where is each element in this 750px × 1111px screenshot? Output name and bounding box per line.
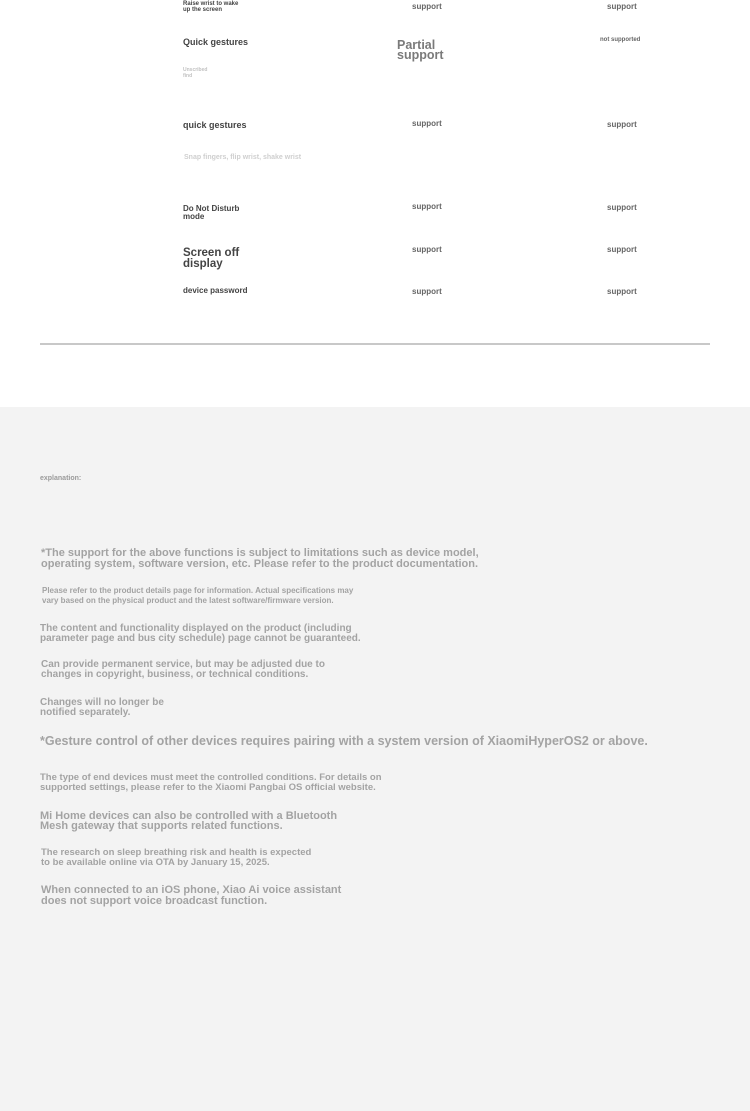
feature-label-raise-wrist: Raise wrist to wake up the screen <box>183 1 239 14</box>
explanation-note: Can provide permanent service, but may be adjusted due to changes in copyright, business, or technical conditions. <box>41 659 325 680</box>
feature-value-col2: support <box>607 203 637 212</box>
feature-value-col2: support <box>607 2 637 11</box>
feature-value-col1: support <box>412 202 442 211</box>
explanation-note: Changes will no longer be notified separately. <box>40 697 164 718</box>
feature-value-col1: support <box>412 119 442 128</box>
feature-label-screen-off-display: Screen off display <box>183 247 240 270</box>
explanation-note: Please refer to the product details page for information. Actual specifications may vary based on the physical product and the latest software/firmware version. <box>42 586 354 605</box>
feature-value-col2: support <box>607 287 637 296</box>
explanation-note: The type of end devices must meet the controlled conditions. For details on supported settings, please refer to the Xiaomi Pangbai OS official website. <box>40 772 382 793</box>
feature-value-col1: support <box>412 2 442 11</box>
feature-label-gesture-types: Snap fingers, flip wrist, shake wrist <box>184 154 302 161</box>
feature-label-faint: Unscribed find <box>183 67 208 79</box>
explanation-note: The research on sleep breathing risk and health is expected to be available online via OTA by January 15, 2025. <box>41 847 312 868</box>
feature-value-col2: support <box>607 120 637 129</box>
explanation-section <box>0 407 750 1111</box>
feature-comparison-table <box>0 0 750 407</box>
feature-value-col1: support <box>412 245 442 254</box>
explanation-note: *Gesture control of other devices requires pairing with a system version of XiaomiHyperOS2 or above. <box>40 734 648 748</box>
feature-value-col2: support <box>607 245 637 254</box>
explanation-note: *The support for the above functions is subject to limitations such as device model, operating system, software version, etc. Please refer to the product documentation. <box>41 547 479 570</box>
explanation-heading: explanation: <box>40 475 82 482</box>
feature-value-col2: not supported <box>600 37 641 43</box>
feature-label-quick-gestures: Quick gestures <box>183 37 249 47</box>
explanation-note: The content and functionality displayed on the product (including parameter page and bus city schedule) page cannot be guaranteed. <box>40 623 361 644</box>
explanation-note: Mi Home devices can also be controlled with a Bluetooth Mesh gateway that supports related functions. <box>40 810 338 833</box>
feature-label-do-not-disturb: Do Not Disturb mode <box>183 204 240 222</box>
feature-value-col1: support <box>412 287 442 296</box>
feature-label-device-password: device password <box>183 286 248 295</box>
explanation-note: When connected to an iOS phone, Xiao Ai voice assistant does not support voice broadcast function. <box>41 884 342 907</box>
feature-label-quick-gestures-2: quick gestures <box>183 120 247 130</box>
section-divider <box>40 343 710 345</box>
feature-value-col1: Partial support <box>397 38 444 63</box>
